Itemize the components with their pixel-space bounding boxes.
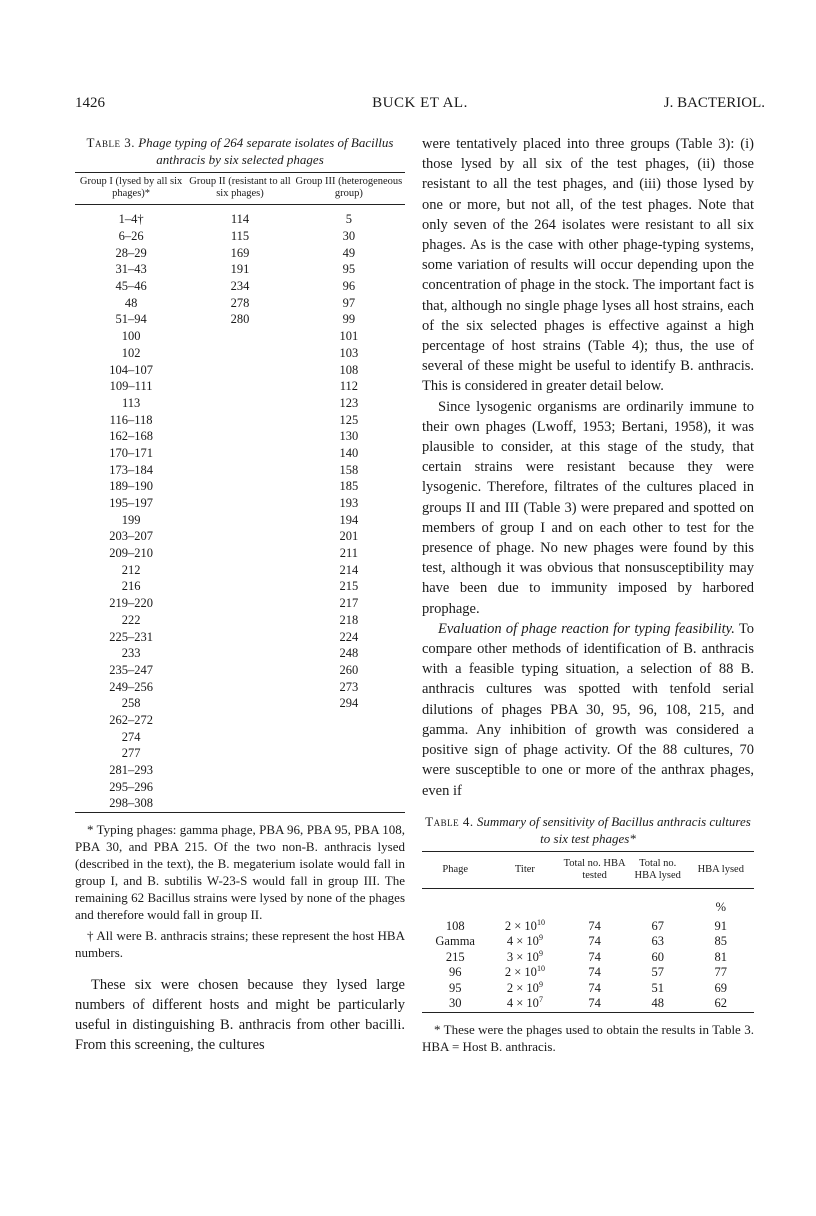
table3-cell-group2 [187,662,293,679]
table4-cell-lysed: 51 [651,980,664,995]
table3-cell-group3: 294 [339,696,359,711]
table3-cell-group1: 189–190 [109,479,153,494]
table3-cell-group2 [187,428,293,445]
table3-row [75,578,405,595]
table3-cell-group2 [187,728,293,745]
table3-caption [75,134,405,168]
table3-cell-group3: 96 [342,279,356,294]
table3-cell-group1: 249–256 [109,679,153,694]
table3-cell-group1: 216 [121,579,141,594]
table3-row [75,228,405,245]
table3-cell-group1: 173–184 [109,462,153,477]
table3-cell-group2: 191 [230,262,250,277]
table3-header-group2: Group II (resistant to all six phages) [187,173,293,205]
table3-row [75,662,405,679]
table4-body [422,888,754,1012]
table4-cell-titer [488,965,561,981]
titer-base: 3 × 10 [506,949,539,964]
table3-cell-group1: 104–107 [109,362,153,377]
table3-row [75,345,405,362]
table3-row [75,695,405,712]
table3-cell-group3: 214 [339,562,359,577]
table3-row [75,328,405,345]
table3-cell-group2 [187,578,293,595]
table3-cell-group2: 169 [230,245,250,260]
titer-base: 4 × 10 [506,934,539,949]
table4-cell-tested: 74 [588,980,601,995]
table3-cell-group2 [187,561,293,578]
table3-cell-group3: 248 [339,646,359,661]
table3-cell-group3: 194 [339,512,359,527]
table3-cell-group3: 123 [339,395,359,410]
table3-footnotes [75,821,405,961]
table3-cell-group1: 233 [121,646,141,661]
titer-exponent: 7 [538,995,543,1005]
table3-row [75,294,405,311]
table3-cell-group1: 51–94 [115,312,147,327]
table4-cell-phage: 108 [445,918,465,933]
table4-cell-tested: 74 [588,918,601,933]
table3-cell-group1: 116–118 [109,412,153,427]
table3-cell-group2 [187,778,293,795]
table3-cell-group2 [187,528,293,545]
table3-cell-group3: 218 [339,612,359,627]
table3-row [75,205,405,228]
table4-pct-unit: % [715,900,726,915]
table4-row [422,996,754,1012]
table3-cell-group1: 222 [121,612,141,627]
table3-cell-group3: 108 [339,362,359,377]
table3-cell-group1: 203–207 [109,529,153,544]
table4-block [422,813,754,1055]
table4-header-pct: HBA lysed [688,851,754,888]
table3-cell-group1: 162–168 [109,429,153,444]
titer-base: 4 × 10 [506,996,539,1011]
table4-cell-titer [488,919,561,935]
table3-row [75,395,405,412]
right-body-text [422,134,754,801]
table4-cell-tested: 74 [588,965,601,980]
table3-cell-group2 [187,378,293,395]
table3-cell-group3: 158 [339,462,359,477]
titer-exponent: 10 [536,964,545,974]
titer-base: 2 × 10 [506,980,539,995]
table3-cell-group2 [187,545,293,562]
table3-cell-group2: 234 [230,279,250,294]
table4-unit-row [422,888,754,919]
table3-cell-group1: 100 [121,329,141,344]
titer-exponent: 10 [536,917,545,927]
table3-cell-group3: 193 [339,496,359,511]
table3-cell-group3: 103 [339,345,359,360]
table3-cell-group3: 224 [339,629,359,644]
table3-cell-group2 [187,795,293,812]
table3-cell-group1: 277 [121,746,141,761]
table3-cell-group2: 278 [230,295,250,310]
table3-cell-group2 [187,478,293,495]
table3-cell-group1: 1–4† [118,212,144,227]
table3-cell-group2 [187,628,293,645]
table3-cell-group1: 109–111 [109,379,153,394]
table3-cell-group3: 5 [345,212,353,227]
table3-cell-group2 [187,595,293,612]
table3-header-row [75,173,405,205]
table3-cell-group2 [187,411,293,428]
table3-cell-group2 [187,762,293,779]
table4-header-lysed: Total no. HBA lysed [628,851,688,888]
table4-title: Summary of sensitivity of Bacillus anthracis cultures to six test phages* [476,813,751,846]
table3-row [75,495,405,512]
table3-cell-group3: 260 [339,662,359,677]
table3-cell-group3: 215 [339,579,359,594]
table3-cell-group1: 28–29 [115,245,147,260]
table4-cell-lysed: 48 [651,996,664,1011]
table3-body [75,205,405,813]
table3-cell-group2 [187,678,293,695]
table4-cell-pct: 77 [714,965,728,980]
table3-cell-group3: 112 [339,379,359,394]
table3-cell-group1: 212 [121,562,141,577]
table4-cell-titer [488,996,561,1012]
table3-cell-group1: 48 [124,295,138,310]
table3-cell-group1: 219–220 [109,596,153,611]
table3-cell-group2 [187,511,293,528]
table3-footnote-asterisk: * Typing phages: gamma phage, PBA 96, PBA 95, PBA 108, PBA 30, and PBA 215. Of the two non-B. anthracis lysed (described in the text), the B. megaterium isolate would fall in group I, and B. subtilis W-23-S would fall in group III. The remaining 62 Bacillus strains were lysed by none of the phages and therefore would fall in group II. [75,821,405,922]
paragraph-groups: were tentatively placed into three groups (Table 3): (i) those lysed by all six of the test phages, (ii) those resistant to all the test phages, and (iii) those lysed by one or more, but not all, of the test phages. Note that only seven of the 264 isolates were resistant to all six phages. As is the case with other phage-typing systems, some variation of results will occur depending upon the concentration of phage in the stock. The important fact is that, although no single phage lyses all host strains, each of the six selected phages is effective against a high percentage of host strains (Table 4); thus, the use of several of these might be useful to identify B. anthracis. This is considered in greater detail below. [422,136,754,395]
table3-row [75,311,405,328]
table3-cell-group1: 235–247 [109,662,153,677]
table4-header-titer: Titer [488,851,561,888]
table3-cell-group3: 30 [342,229,356,244]
table3-cell-group2 [187,345,293,362]
titer-exponent: 9 [538,948,543,958]
table4-cell-tested: 74 [588,949,601,964]
paragraph-evaluation-text: To compare other methods of identification of B. anthracis with a feasible typing situation, a selection of 88 B. anthracis cultures was spotted with tenfold serial dilutions of phages PBA 30, 95, 96, 108, 215, and gamma. Any inhibition of growth was considered a positive sign of phage activity. Of the 88 cultures, 70 were susceptible to one or more of the anthrax phages, even if [422,620,754,799]
table4-cell-tested: 74 [588,996,601,1011]
left-body-text [75,975,405,1056]
table3-cell-group1: 195–197 [109,496,153,511]
table3-cell-group3: 140 [339,445,359,460]
table3-cell-group3: 217 [339,596,359,611]
table3-row [75,561,405,578]
table4-cell-lysed: 67 [651,918,664,933]
table3-row [75,511,405,528]
table3-row [75,595,405,612]
table3-row [75,778,405,795]
table3-cell-group1: 199 [121,512,141,527]
table3-row [75,445,405,462]
table3-cell-group2 [187,395,293,412]
paragraph-lysogenic: Since lysogenic organisms are ordinarily immune to their own phages (Lwoff, 1953; Bertani, 1958), it was plausible to consider, at this stage of the study, that certain strains were resistant because they were lysogenic. Therefore, filtrates of the cultures placed in groups II and III (Table 3) were prepared and spotted on members of group I and on each other to test for the presence of phage. No new phages were found by this test, although it was obvious that nonsusceptibility may have been due to immunity imposed by harbored prophage. [422,398,754,617]
table4-footnotes [422,1021,754,1055]
table3-row [75,278,405,295]
table3-row [75,478,405,495]
table4-cell-titer [488,981,561,997]
table4-cell-phage: Gamma [435,934,475,949]
table4-row [422,965,754,981]
table4-cell-phage: 215 [445,949,465,964]
table3-cell-group1: 6–26 [118,229,144,244]
table4-row [422,950,754,966]
table3-row [75,645,405,662]
table3-cell-group2: 115 [230,229,250,244]
paragraph-evaluation [422,619,754,801]
table3-title: Phage typing of 264 separate isolates of Bacillus anthracis by six selected phages [138,135,394,167]
table3-row [75,795,405,812]
table3-cell-group1: 31–43 [115,262,147,277]
table4-row [422,919,754,935]
table3-label: Table 3. [86,135,135,150]
titer-base: 2 × 10 [504,918,537,933]
section-heading-evaluation: Evaluation of phage reaction for typing feasibility. [438,620,735,637]
table4-cell-phage: 96 [448,965,462,980]
table3-row [75,612,405,629]
table3-cell-group3: 97 [342,295,356,310]
table3-cell-group1: 225–231 [109,629,153,644]
table3-row [75,244,405,261]
table3-cell-group2 [187,461,293,478]
running-authors: BUCK ET AL. [372,95,468,111]
table3-cell-group1: 281–293 [109,763,153,778]
table4-header-row [422,851,754,888]
table3-cell-group3: 185 [339,479,359,494]
table3-cell-group2 [187,612,293,629]
table3-header-group1: Group I (lysed by all six phages)* [75,173,187,205]
table3-cell-group2: 280 [230,312,250,327]
table4-cell-lysed: 57 [651,965,664,980]
table3-cell-group3 [293,778,405,795]
table4-cell-pct: 85 [714,934,728,949]
table3-cell-group1: 209–210 [109,546,153,561]
page-number: 1426 [75,95,105,111]
table3-cell-group3: 101 [339,329,359,344]
table3-cell-group3: 95 [342,262,356,277]
table3-cell-group1: 274 [121,729,141,744]
table3-cell-group1: 113 [121,395,141,410]
table4-header-tested: Total no. HBA tested [561,851,627,888]
titer-base: 2 × 10 [504,965,537,980]
table4-cell-pct: 91 [714,918,728,933]
table4-cell-tested: 74 [588,934,601,949]
table3-row [75,361,405,378]
table3-row [75,728,405,745]
titer-exponent: 9 [538,933,543,943]
table3-row [75,411,405,428]
table3-cell-group3 [293,762,405,779]
table3-row [75,428,405,445]
table3-cell-group3: 125 [339,412,359,427]
table3-row [75,461,405,478]
table3-footnote-dagger: † All were B. anthracis strains; these represent the host HBA numbers. [75,927,405,960]
table3-cell-group2 [187,745,293,762]
table3 [75,172,405,813]
table3-cell-group2 [187,361,293,378]
table3-cell-group3: 99 [342,312,356,327]
table3-cell-group3 [293,795,405,812]
table3-cell-group3 [293,745,405,762]
table4-cell-phage: 95 [448,980,462,995]
table3-cell-group2 [187,645,293,662]
right-column [422,134,754,1059]
table3-cell-group2 [187,695,293,712]
table3-cell-group1: 258 [121,696,141,711]
table4-cell-lysed: 60 [651,949,664,964]
table4-cell-titer [488,934,561,950]
table3-row [75,261,405,278]
table4 [422,851,754,1013]
table4-label: Table 4. [425,813,474,829]
table3-cell-group1: 298–308 [109,796,153,811]
titer-exponent: 9 [538,979,543,989]
table4-cell-phage: 30 [448,996,462,1011]
table3-cell-group1: 45–46 [115,279,147,294]
table4-cell-titer [488,950,561,966]
table3-row [75,678,405,695]
page-header [75,95,765,115]
table4-header-phage: Phage [422,851,488,888]
table4-row [422,934,754,950]
table3-row [75,628,405,645]
table4-row [422,981,754,997]
table3-cell-group1: 295–296 [109,779,153,794]
table3-cell-group2 [187,495,293,512]
table3-header-group3: Group III (heterogeneous group) [293,173,405,205]
left-column [75,134,405,1056]
left-paragraph: These six were chosen because they lysed large numbers of different hosts and might be particularly useful in distinguishing B. anthracis from other bacilli. From this screening, the cultures [75,976,405,1054]
table3-row [75,762,405,779]
table3-row [75,378,405,395]
table4-caption [422,813,754,847]
table3-cell-group3: 273 [339,679,359,694]
table3-cell-group3: 201 [339,529,359,544]
table4-cell-pct: 69 [714,980,728,995]
table3-cell-group2 [187,445,293,462]
table3-cell-group3 [293,728,405,745]
table3-row [75,745,405,762]
table4-cell-pct: 62 [714,996,728,1011]
table4-footnote: * These were the phages used to obtain the results in Table 3. HBA = Host B. anthracis. [422,1021,754,1054]
table3-cell-group2 [187,328,293,345]
table3-row [75,545,405,562]
table3-cell-group3: 49 [342,245,356,260]
table4-cell-lysed: 63 [651,934,664,949]
table4-cell-pct: 81 [714,949,728,964]
table3-row [75,712,405,729]
table3-cell-group2: 114 [230,212,250,227]
table3-cell-group1: 262–272 [109,712,153,727]
table3-cell-group3: 211 [339,546,359,561]
table3-cell-group2 [187,712,293,729]
table3-cell-group3 [293,712,405,729]
table3-row [75,528,405,545]
table3-cell-group3: 130 [339,429,359,444]
table3-cell-group1: 170–171 [109,445,153,460]
journal-name: J. BACTERIOL. [663,95,765,111]
table3-cell-group1: 102 [121,345,141,360]
